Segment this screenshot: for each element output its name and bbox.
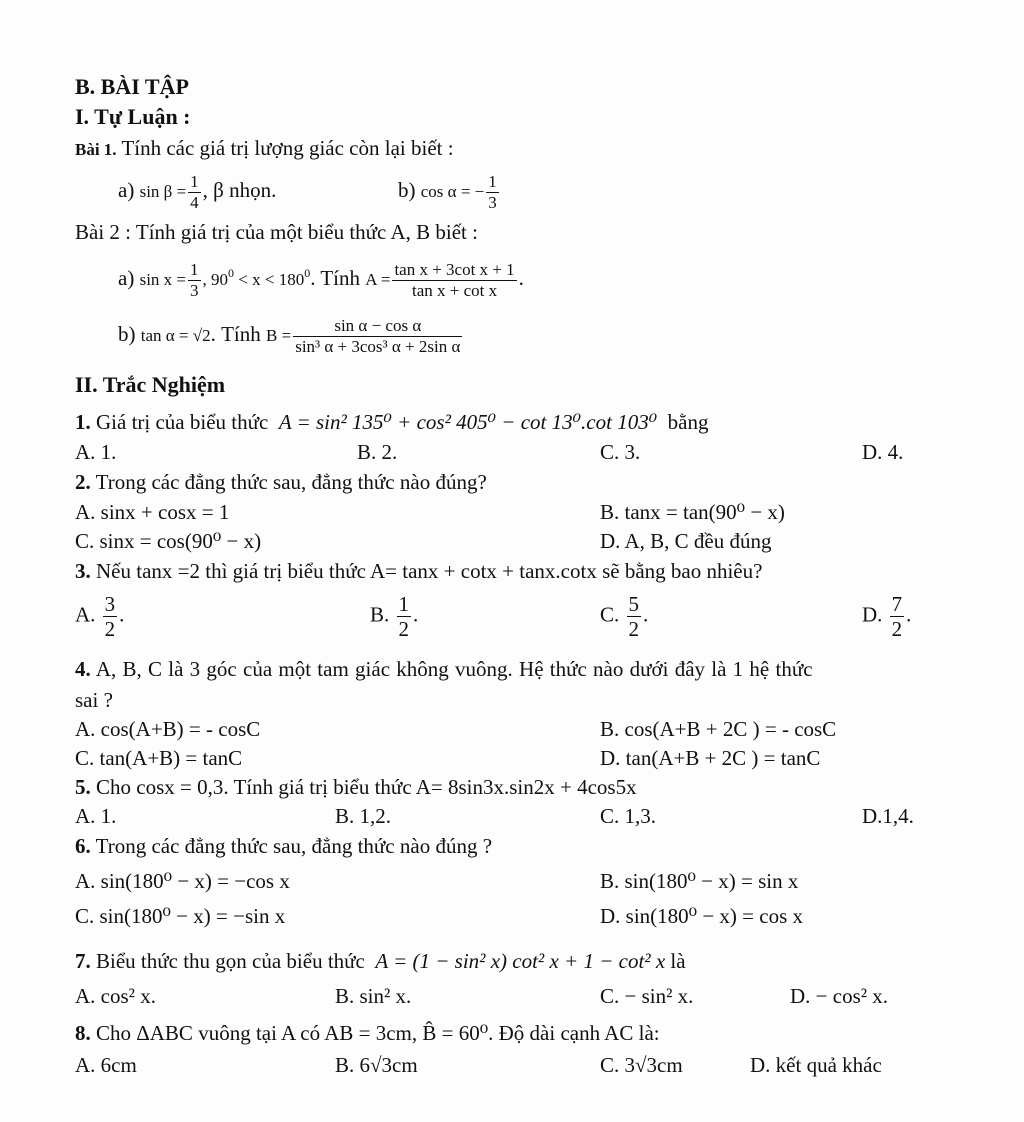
q5-stem [75,777,637,798]
q7-option-a[interactable]: A. cos² x. [75,984,156,1008]
numerator: sin α − cos α [293,316,462,337]
text: Cho cosx = 0,3. Tính giá trị biểu thức A= 8sin3x.sin2x + 4cos5x [96,775,637,799]
q1-option-a[interactable]: A. 1. [75,440,117,464]
q4-stem [75,659,813,680]
expr: A = (1 − sin² x) cot² x + 1 − cot² x [375,949,666,973]
q5-option-c[interactable]: C. 1,3. [600,804,657,828]
text: Giá trị của biểu thức [96,410,269,434]
part1-title: I. Tự Luận : [75,104,191,129]
label: B. [370,602,390,627]
q7-option-d[interactable]: D. − cos² x. [790,984,889,1008]
numerator: 1 [398,592,410,616]
num: 3. [75,559,91,583]
q2-option-d[interactable]: D. A, B, C đều đúng [600,529,772,553]
q5-option-d[interactable]: D.1,4. [862,804,914,828]
q6-option-d[interactable]: D. sin(180⁰ − x) = cos x [600,904,804,928]
text: Nếu tanx =2 thì giá trị biểu thức A= tanx + cotx + tanx.cotx sẽ bằng bao nhiêu? [96,559,763,583]
bai1-b [398,172,501,212]
denominator: 3 [488,192,497,212]
numerator: 5 [628,592,640,616]
bai1-prompt [75,138,454,159]
numerator: 7 [891,592,903,616]
text: Trong các đẳng thức sau, đẳng thức nào đúng? [95,470,487,494]
q2-option-b[interactable]: B. tanx = tan(90⁰ − x) [600,500,785,524]
expr: sin β = [139,181,187,201]
deg: 0 [228,265,235,280]
q4-option-b[interactable]: B. cos(A+B + 2C ) = - cosC [600,717,837,741]
denominator: 2 [891,617,903,642]
q1-option-b[interactable]: B. 2. [357,440,398,464]
tinh: . Tính [210,321,261,346]
numerator: 1 [190,172,199,191]
num: 4. [75,657,91,681]
deg: 0 [304,265,311,280]
denominator: tan x + cot x [411,280,498,300]
num: 8. [75,1021,91,1045]
q8-option-a[interactable]: A. 6cm [75,1053,137,1077]
tail: là [670,949,686,973]
q7-stem [75,951,686,972]
q3-option-b[interactable] [370,592,418,641]
q4-stem-cont: sai ? [75,688,113,712]
text: Cho ΔABC vuông tại A có AB = 3cm, B̂ = 60⁰. Độ dài cạnh AC là: [96,1021,660,1045]
expr: A = sin² 135⁰ + cos² 405⁰ − cot 13⁰.cot 103⁰ [278,410,658,434]
denominator: 2 [628,617,640,642]
bai2-a [118,260,524,300]
q1-option-c[interactable]: C. 3. [600,440,641,464]
tail: , β nhọn. [202,177,277,202]
numerator: 1 [488,172,497,191]
numerator: 1 [190,260,199,279]
q5-option-a[interactable]: A. 1. [75,804,117,828]
denominator: 2 [104,617,116,642]
expr: cos α = − [420,181,485,201]
denominator: 4 [190,192,199,212]
text: Biểu thức thu gọn của biểu thức [96,949,365,973]
A: A = [365,269,391,289]
q8-option-c[interactable]: C. 3√3cm [600,1053,683,1077]
q7-option-c[interactable]: C. − sin² x. [600,984,694,1008]
text: Trong các đẳng thức sau, đẳng thức nào đúng ? [95,834,493,858]
q8-option-d[interactable]: D. kết quả khác [750,1053,882,1077]
label: a) [118,177,135,202]
q4-option-c[interactable]: C. tan(A+B) = tanC [75,746,243,770]
label: b) [118,321,136,346]
q2-stem [75,472,487,493]
denominator: 3 [190,280,199,300]
q2-option-a[interactable]: A. sinx + cosx = 1 [75,500,230,524]
bai1-text: Tính các giá trị lượng giác còn lại biết : [121,136,454,160]
q7-option-b[interactable]: B. sin² x. [335,984,412,1008]
q6-option-c[interactable]: C. sin(180⁰ − x) = −sin x [75,904,286,928]
label: b) [398,177,416,202]
label: A. [75,602,96,627]
dot: . [518,265,524,290]
q8-stem [75,1023,660,1044]
tail: bằng [667,410,709,434]
num: 2. [75,470,91,494]
label: D. [862,602,883,627]
section-heading: B. BÀI TẬP [75,74,189,99]
cond2: < x < 180 [234,269,305,289]
dot: . [119,602,125,627]
cond: , 90 [202,269,229,289]
bai1-label: Bài 1. [75,140,117,159]
num: 1. [75,410,91,434]
dot: . [413,602,419,627]
q5-option-b[interactable]: B. 1,2. [335,804,392,828]
q6-stem [75,836,492,857]
q6-option-a[interactable]: A. sin(180⁰ − x) = −cos x [75,869,290,893]
expr: sin x = [139,269,187,289]
bai1-a [118,172,276,212]
numerator: tan x + 3cot x + 1 [394,260,515,279]
expr: tan α = √2 [140,325,211,345]
q4-option-a[interactable]: A. cos(A+B) = - cosC [75,717,261,741]
num: 5. [75,775,91,799]
num: 6. [75,834,91,858]
part2-title: II. Trắc Nghiệm [75,372,226,397]
tinh: . Tính [310,265,360,290]
label: a) [118,265,135,290]
q1-stem [75,412,708,433]
q3-option-c[interactable] [600,592,648,641]
dot: . [643,602,649,627]
q8-option-b[interactable]: B. 6√3cm [335,1053,418,1077]
q4-option-d[interactable]: D. tan(A+B + 2C ) = tanC [600,746,821,770]
bai2-b [118,316,464,356]
q3-stem [75,561,762,582]
label: C. [600,602,620,627]
q3-option-a[interactable] [75,592,124,641]
B: B = [266,325,292,345]
denominator: sin³ α + 3cos³ α + 2sin α [295,336,461,356]
denominator: 2 [398,617,410,642]
bai2-prompt: Bài 2 : Tính giá trị của một biểu thức A, B biết : [75,220,478,244]
num: 7. [75,949,91,973]
numerator: 3 [104,592,116,616]
text: A, B, C là 3 góc của một tam giác không vuông. Hệ thức nào dưới đây là 1 hệ thức [95,657,813,681]
q2-option-c[interactable]: C. sinx = cos(90⁰ − x) [75,529,262,553]
q1-option-d[interactable]: D. 4. [862,440,904,464]
q6-option-b[interactable]: B. sin(180⁰ − x) = sin x [600,869,799,893]
dot: . [906,602,912,627]
q3-option-d[interactable] [862,592,911,641]
